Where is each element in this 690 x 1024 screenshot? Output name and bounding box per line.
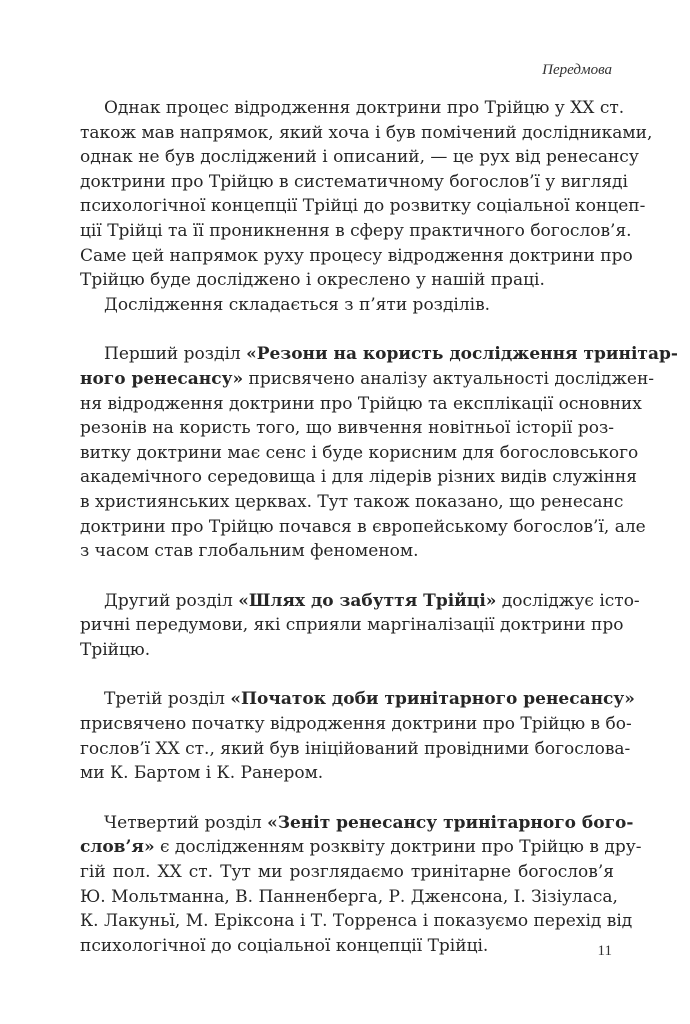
text-line: психологічної до соціальної концепції Трійці.: [80, 935, 489, 956]
text-line: в християнських церквах. Тут також показано, що ренесанс: [80, 491, 624, 512]
text-line: ричні передумови, які сприяли маргіналізації доктрини про: [80, 615, 624, 636]
text-line: академічного середовища і для лідерів різних видів служіння: [80, 467, 638, 488]
running-head: Передмова: [542, 62, 612, 78]
text-line: доктрини про Трійцю в систематичному богослов’ї у вигляді: [80, 171, 628, 192]
text-line: однак не був досліджений і описаний, — це рух від ренесансу: [80, 147, 639, 168]
paragraph-chapter-1: [80, 342, 678, 563]
text-line: ції Трійці та її проникнення в сферу практичного богослов’я.: [80, 220, 632, 241]
paragraph-chapter-4: [80, 811, 642, 959]
text-line: ня відродження доктрини про Трійцю та експлікації основних: [80, 393, 642, 414]
text-line: Ю. Мольтманна, В. Панненберга, Р. Дженсона, І. Зізіуласа,: [80, 886, 618, 907]
paragraph-chapter-3: [80, 687, 635, 785]
paragraph-intro: [80, 96, 653, 293]
text-line: Четвертий розділ «Зеніт ренесансу тринітарного бого-: [104, 812, 634, 833]
chapter-title: ного ренесансу»: [80, 368, 244, 389]
text-line: гослов’ї ХХ ст., який був ініційований провідними богослова-: [80, 738, 631, 759]
chapter-title: слов’я»: [80, 837, 155, 858]
text-line: К. Лакуньї, М. Еріксона і Т. Торренса і показуємо перехід від: [80, 911, 633, 932]
text-line: Саме цей напрямок руху процесу відродження доктрини про: [80, 245, 633, 266]
text-line: витку доктрини має сенс і буде корисним для богословського: [80, 442, 639, 463]
paragraph-chapter-2: [80, 589, 640, 663]
main-text: [80, 96, 678, 958]
text-line: психологічної концепції Трійці до розвитку соціальної концеп-: [80, 196, 646, 217]
text-line: резонів на користь того, що вивчення новітньої історії роз-: [80, 418, 614, 439]
text-line: Другий розділ «Шлях до забуття Трійці» досліджує істо-: [104, 590, 640, 611]
text-line: з часом став глобальним феноменом.: [80, 541, 419, 562]
text-line: Трійцю буде досліджено і окреслено у нашій праці.: [80, 270, 545, 291]
page-number: 11: [597, 943, 612, 959]
text-line: слов’я» є дослідженням розквіту доктрини про Трійцю в дру-: [80, 837, 642, 858]
text-line: присвячено початку відродження доктрини про Трійцю в бо-: [80, 714, 632, 735]
text-line: також мав напрямок, який хоча і був помічений дослідниками,: [80, 122, 653, 143]
text-line: гій пол. ХХ ст. Тут ми розглядаємо тринітарне богослов’я: [80, 862, 614, 883]
text-line: Третій розділ «Початок доби тринітарного ренесансу»: [104, 689, 635, 710]
text-line: Трійцю.: [80, 639, 151, 660]
text-line: доктрини про Трійцю почався в європейському богослов’ї, але: [80, 516, 646, 537]
text-line: ми К. Бартом і К. Ранером.: [80, 763, 324, 784]
chapter-title: «Початок доби тринітарного ренесансу»: [230, 689, 635, 710]
chapter-title: «Шлях до забуття Трійці»: [238, 590, 497, 611]
paragraph-structure: [80, 293, 614, 318]
text-line: Дослідження складається з п’яти розділів.: [104, 294, 491, 315]
text-line: Однак процес відродження доктрини про Трійцю у ХХ ст.: [104, 98, 625, 118]
chapter-title: «Зеніт ренесансу тринітарного бого-: [267, 812, 634, 833]
text-line: Перший розділ «Резони на користь дослідження тринітар-: [104, 344, 678, 365]
text-line: ного ренесансу» присвячено аналізу актуальності досліджен-: [80, 368, 655, 389]
chapter-title: «Резони на користь дослідження тринітар-: [246, 344, 678, 365]
